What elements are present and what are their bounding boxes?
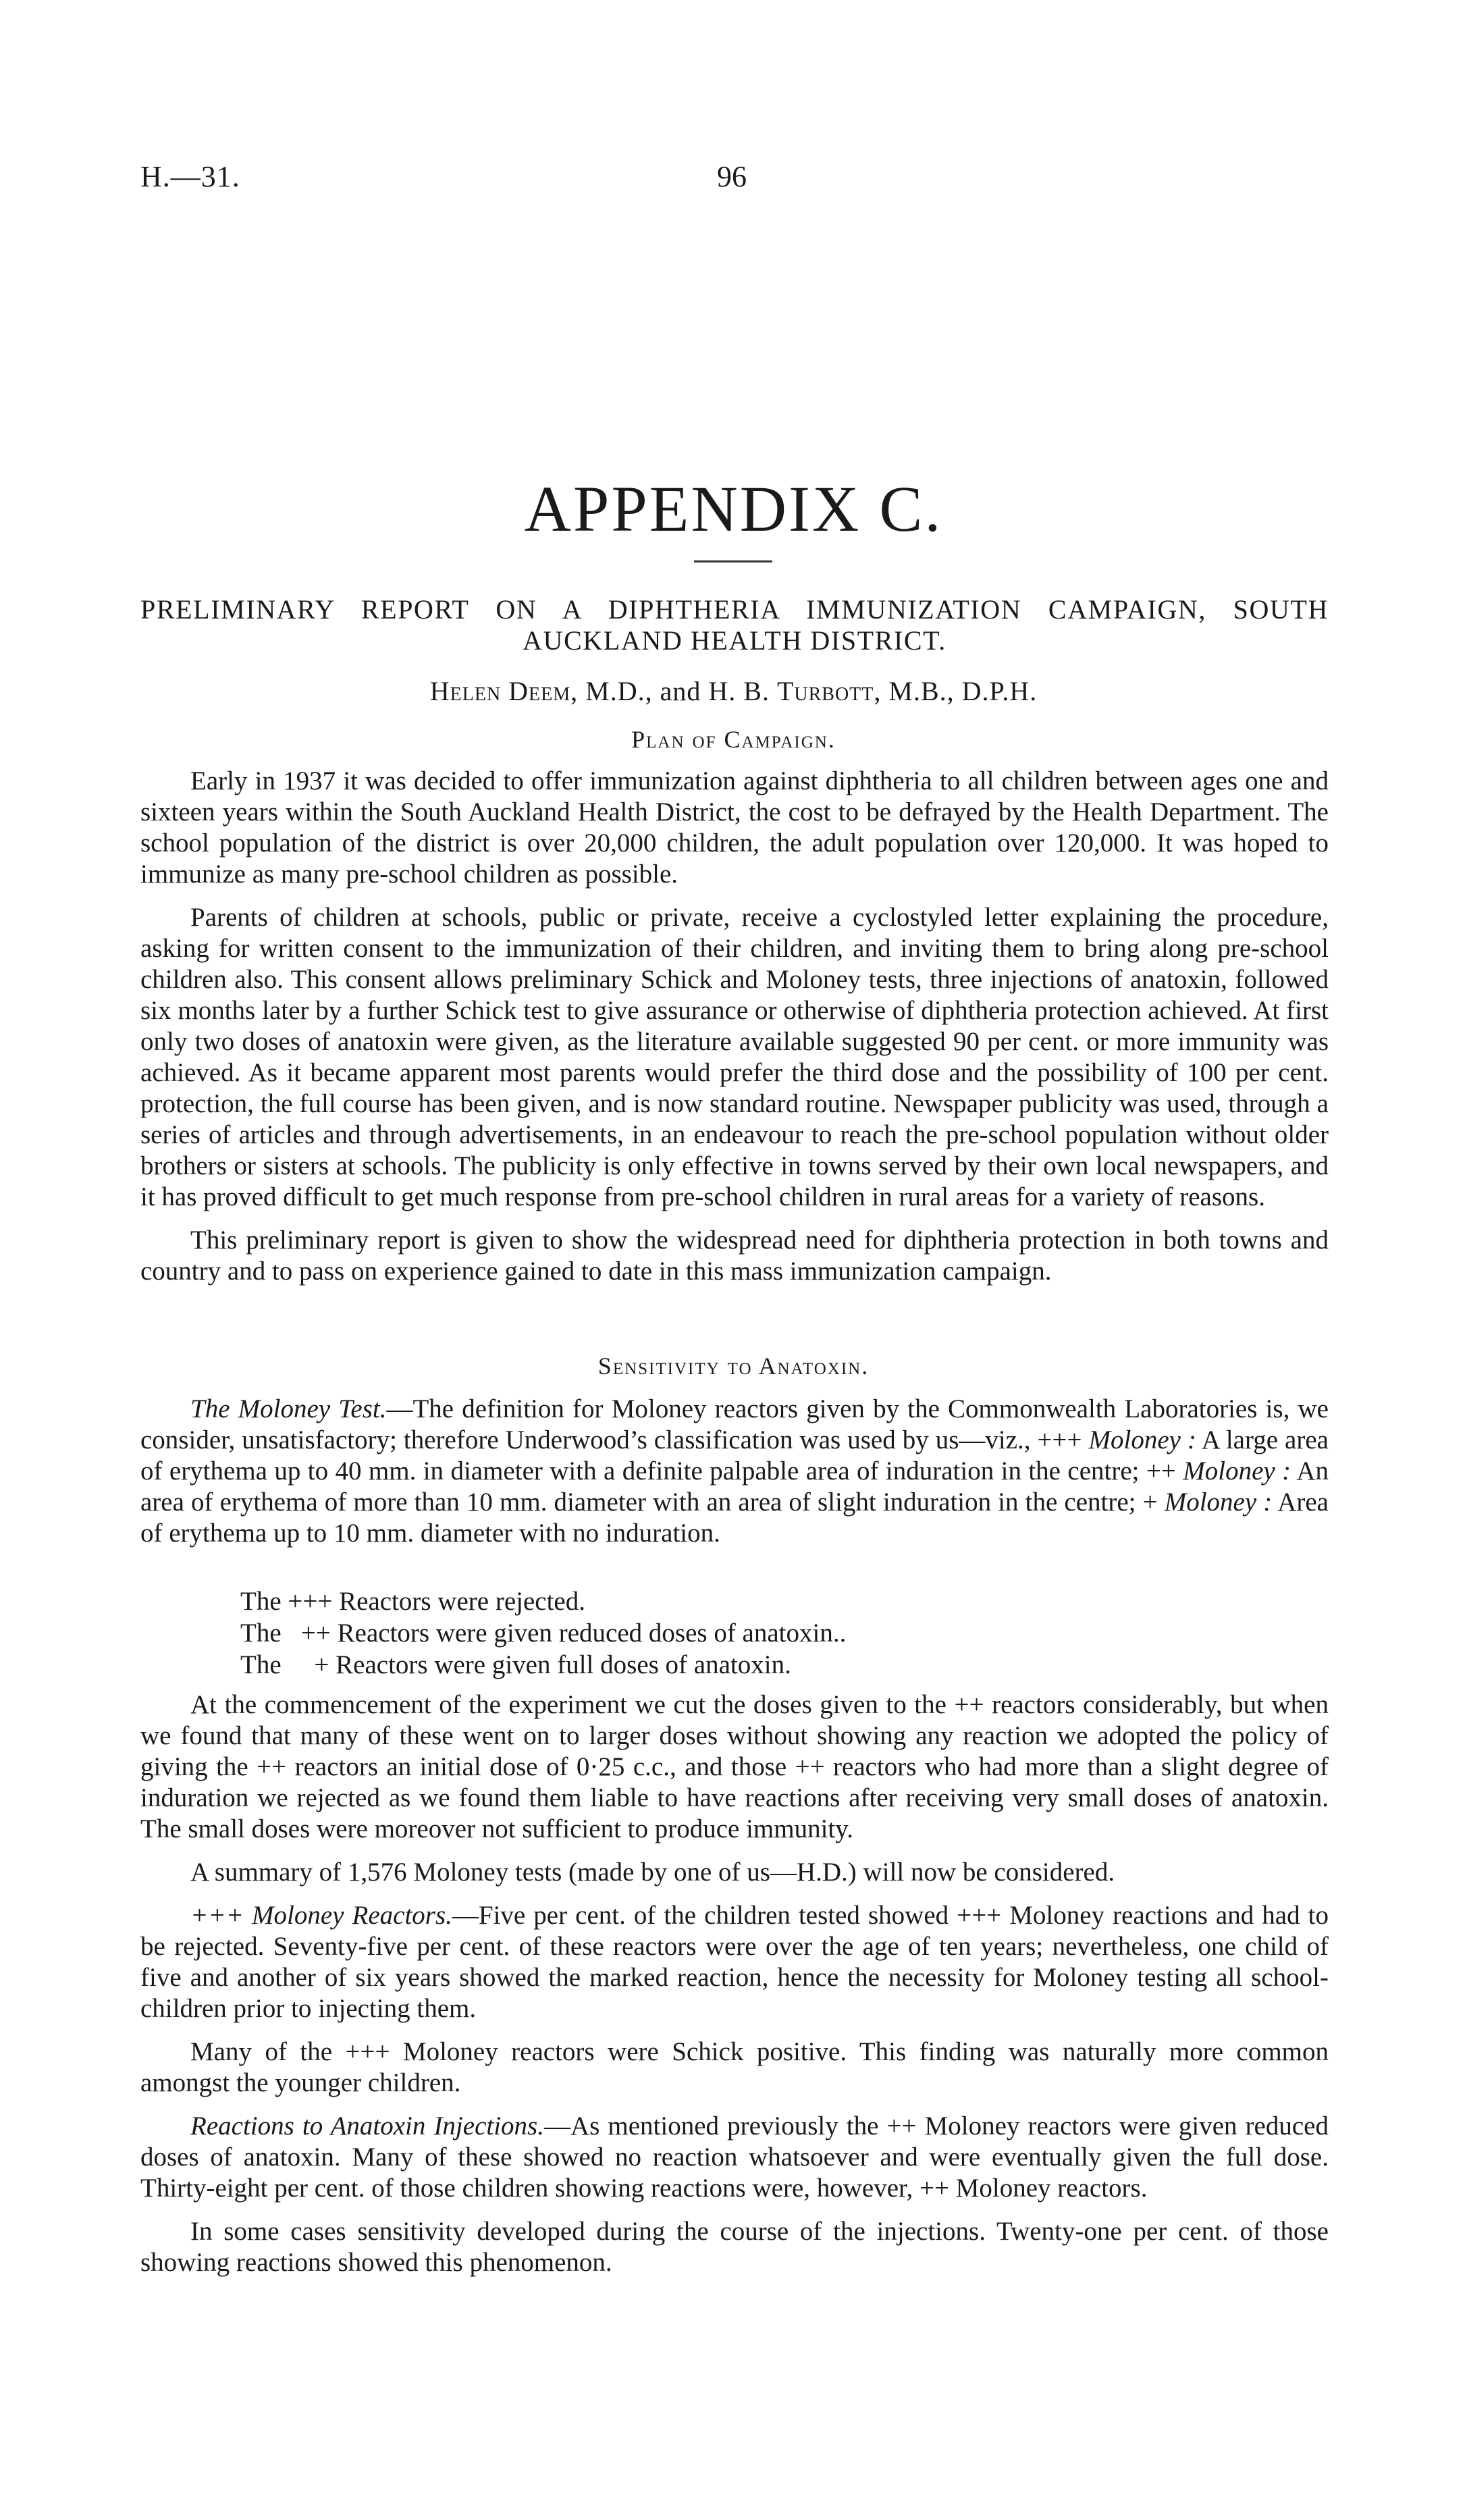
reactions-paragraph xyxy=(140,2111,1329,2204)
appendix-title: APPENDIX C. xyxy=(524,473,943,545)
plan-section-body xyxy=(140,766,1329,1299)
moloney-test-text-2: A large area of erythema up to 40 mm. in diameter with a definite palpable area of induration in the centre; ++ xyxy=(140,1425,1329,1486)
reactions-text: —As mentioned previously the ++ Moloney reactors were given reduced doses of anatoxin. Many of these showed no reaction whatsoever and were eventually given the full dose. Thirty-eight per cent. of those children showing reactions were, however, ++ Moloney reactors. xyxy=(140,2111,1329,2203)
moloney-test-body xyxy=(140,1394,1329,1561)
page-number: 96 xyxy=(717,160,747,193)
summary-paragraph: A summary of 1,576 Moloney tests (made by one of us—H.D.) will now be considered. xyxy=(190,1858,1115,1887)
reactor-list-item: The +++ Reactors were rejected. xyxy=(240,1587,585,1616)
title-divider xyxy=(694,560,772,562)
plan-paragraph-1: Early in 1937 it was decided to offer immunization against diphtheria to all children between ages one and sixteen years within the South Auckland Health District, the cost to be defrayed by the Health Department. The school population of the district is over 20,000 children, the adult population over 120,000. It was hoped to immunize as many pre-school children as possible. xyxy=(140,766,1329,889)
moloney-reactors-paragraph xyxy=(140,1900,1329,2024)
moloney-grade-2-label: Moloney : xyxy=(1183,1456,1291,1486)
moloney-grade-1-label: Moloney : xyxy=(1164,1488,1273,1517)
moloney-test-paragraph xyxy=(140,1394,1329,1549)
report-title xyxy=(140,594,1329,656)
author-1-degrees: , M.D., and H. B. xyxy=(570,676,777,706)
moloney-reactors-text: —Five per cent. of the children tested showed +++ Moloney reactions and had to be rejected. Seventy-five per cent. of these reactors were over the age of ten years; nevertheless, one child of five and another of six years showed the marked reaction, hence the necessity for Moloney testing all school-children prior to injecting them. xyxy=(140,1901,1329,2023)
moloney-test-text-4: Area of erythema up to 10 mm. diameter with no induration. xyxy=(140,1488,1329,1548)
moloney-reactors-lead: +++ Moloney Reactors. xyxy=(190,1901,452,1930)
moloney-test-text-1: —The definition for Moloney reactors given by the Commonwealth Laboratories is, we consider, unsatisfactory; therefore Underwood’s classification was used by us—viz., +++ xyxy=(140,1394,1329,1454)
report-title-line-1: PRELIMINARY REPORT ON A DIPHTHERIA IMMUNIZATION CAMPAIGN, SOUTH xyxy=(140,594,1329,625)
plan-paragraph-2: Parents of children at schools, public or private, receive a cyclostyled letter explaining the procedure, asking for written consent to the immunization of their children, and inviting them to bring along pre-school children also. This consent allows preliminary Schick and Moloney tests, three injections of anatoxin, followed six months later by a further Schick test to give assurance or otherwise of diphtheria protection achieved. At first only two doses of anatoxin were given, as the literature available suggested 90 per cent. or more immunity was achieved. As it became apparent most parents would prefer the third dose and the possibility of 100 per cent. protection, the full course has been given, and is now standard routine. Newspaper publicity was used, through a series of articles and through advertisements, in an endeavour to reach the pre-school population without older brothers or sisters at schools. The publicity is only effective in towns served by their own local newspapers, and it has proved difficult to get much response from pre-school children in rural areas for a variety of reasons. xyxy=(140,903,1329,1211)
reactor-list-item: The + Reactors were given full doses of anatoxin. xyxy=(240,1650,791,1679)
section-heading-sensitivity: Sensitivity to Anatoxin. xyxy=(597,1353,870,1380)
reactor-list xyxy=(240,1585,1185,1681)
author-2-name: Turbott xyxy=(776,676,874,706)
authors-line xyxy=(0,675,1467,707)
reactions-lead: Reactions to Anatoxin Injections. xyxy=(190,2111,544,2141)
moloney-test-text-3: An area of erythema of more than 10 mm. diameter with an area of slight induration in the centre; + xyxy=(140,1456,1329,1517)
author-1-name: Helen Deem xyxy=(429,676,571,706)
author-2-degrees: , M.B., D.P.H. xyxy=(874,676,1038,706)
document-reference: H.—31. xyxy=(140,160,240,193)
reactor-list-item: The ++ Reactors were given reduced doses of anatoxin.. xyxy=(240,1619,847,1648)
section-heading-plan: Plan of Campaign. xyxy=(631,726,836,753)
moloney-test-lead: The Moloney Test. xyxy=(190,1394,387,1423)
sensitivity-section-body xyxy=(140,1689,1329,2290)
schick-paragraph: Many of the +++ Moloney reactors were Schick positive. This finding was naturally more common amongst the younger children. xyxy=(140,2037,1329,2097)
report-title-line-2: AUCKLAND HEALTH DISTRICT. xyxy=(523,625,946,656)
commencement-paragraph: At the commencement of the experiment we cut the doses given to the ++ reactors considerably, but when we found that many of these went on to larger doses without showing any reaction we adopted the policy of giving the ++ reactors an initial dose of 0·25 c.c., and those ++ reactors who had more than a slight degree of induration we rejected as we found them liable to have reactions after receiving very small doses of anatoxin. The small doses were moreover not sufficient to produce immunity. xyxy=(140,1690,1329,1843)
final-paragraph: In some cases sensitivity developed during the course of the injections. Twenty-one per cent. of those showing reactions showed this phenomenon. xyxy=(140,2217,1329,2277)
plan-paragraph-3: This preliminary report is given to show the widespread need for diphtheria protection in both towns and country and to pass on experience gained to date in this mass immunization campaign. xyxy=(140,1226,1329,1286)
moloney-grade-3-label: Moloney : xyxy=(1088,1425,1196,1454)
